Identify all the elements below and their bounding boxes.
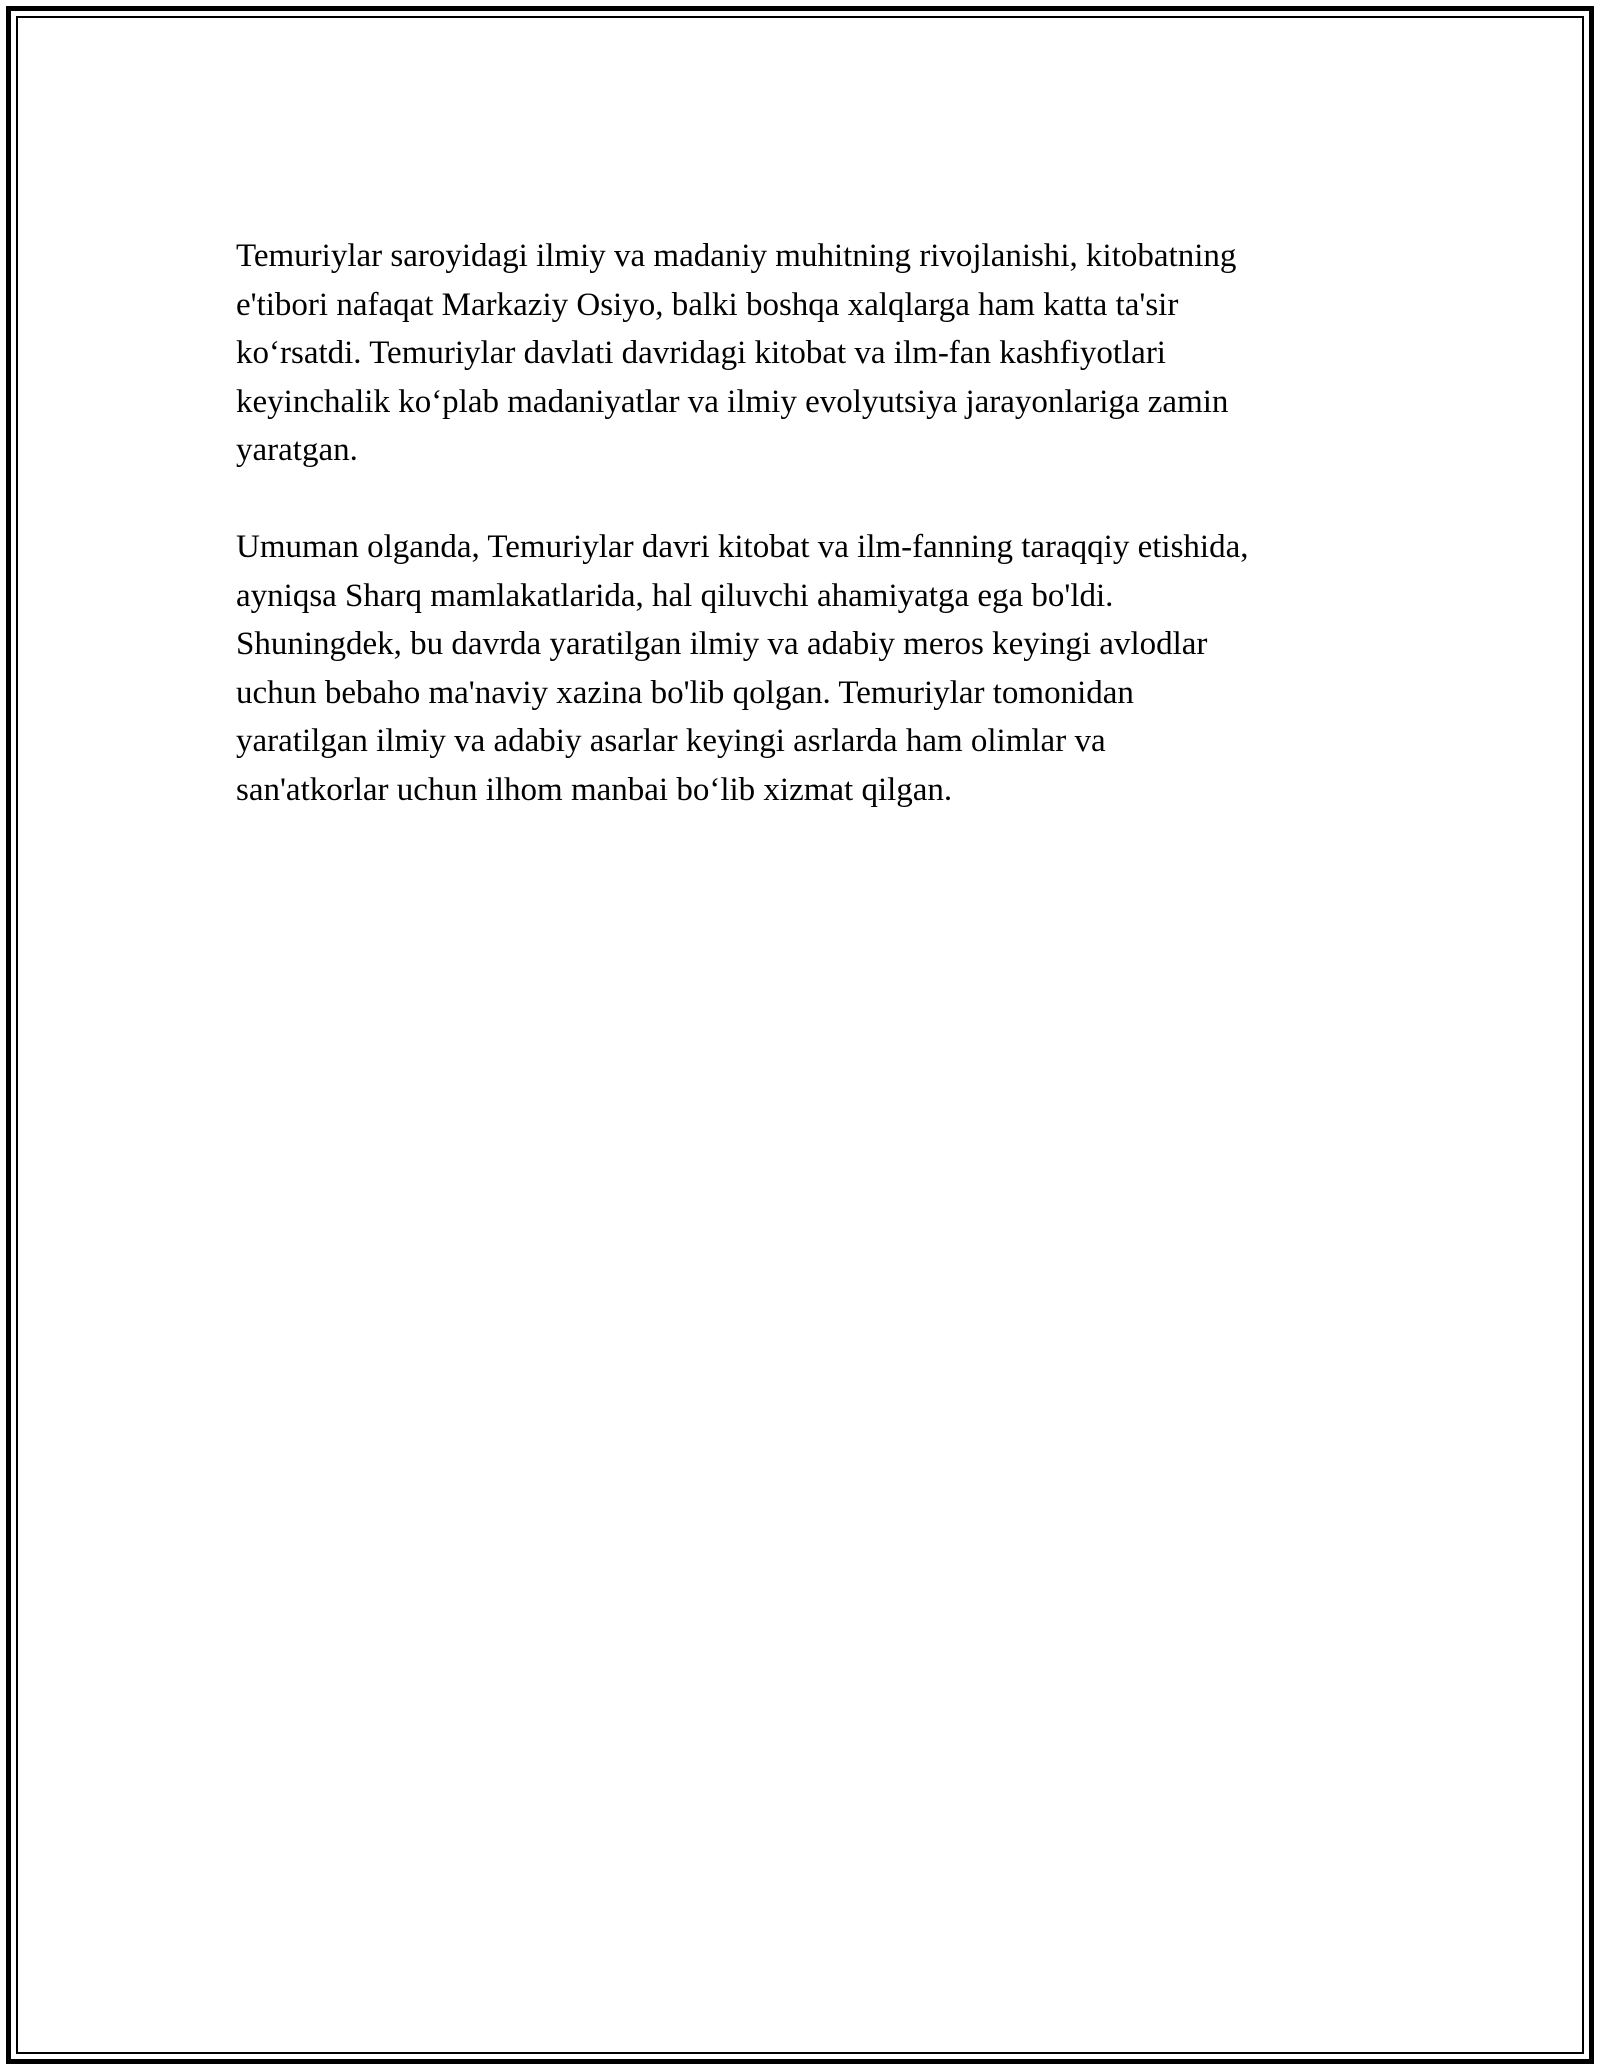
- document-body: [236, 232, 1396, 814]
- paragraph-1: Temuriylar saroyidagi ilmiy va madaniy muhitning rivojlanishi, kitobatning e'tibori nafaqat Markaziy Osiyo, balki boshqa xalqlarga ham katta ta'sir ko‘rsatdi. Temuriylar davlati davridagi kitobat va ilm-fan kashfiyotlari keyinchalik ko‘plab madaniyatlar va ilmiy evolyutsiya jarayonlariga zamin yaratgan.: [236, 238, 1237, 468]
- paragraph-2: Umuman olganda, Temuriylar davri kitobat va ilm-fanning taraqqiy etishida, ayniqsa Sharq mamlakatlarida, hal qiluvchi ahamiyatga ega bo'ldi. Shuningdek, bu davrda yaratilgan ilmiy va adabiy meros keyingi avlodlar uchun bebaho ma'naviy xazina bo'lib qolgan. Temuriylar tomonidan yaratilgan ilmiy va adabiy asarlar keyingi asrlarda ham olimlar va san'atkorlar uchun ilhom manbai bo‘lib xizmat qilgan.: [236, 529, 1249, 808]
